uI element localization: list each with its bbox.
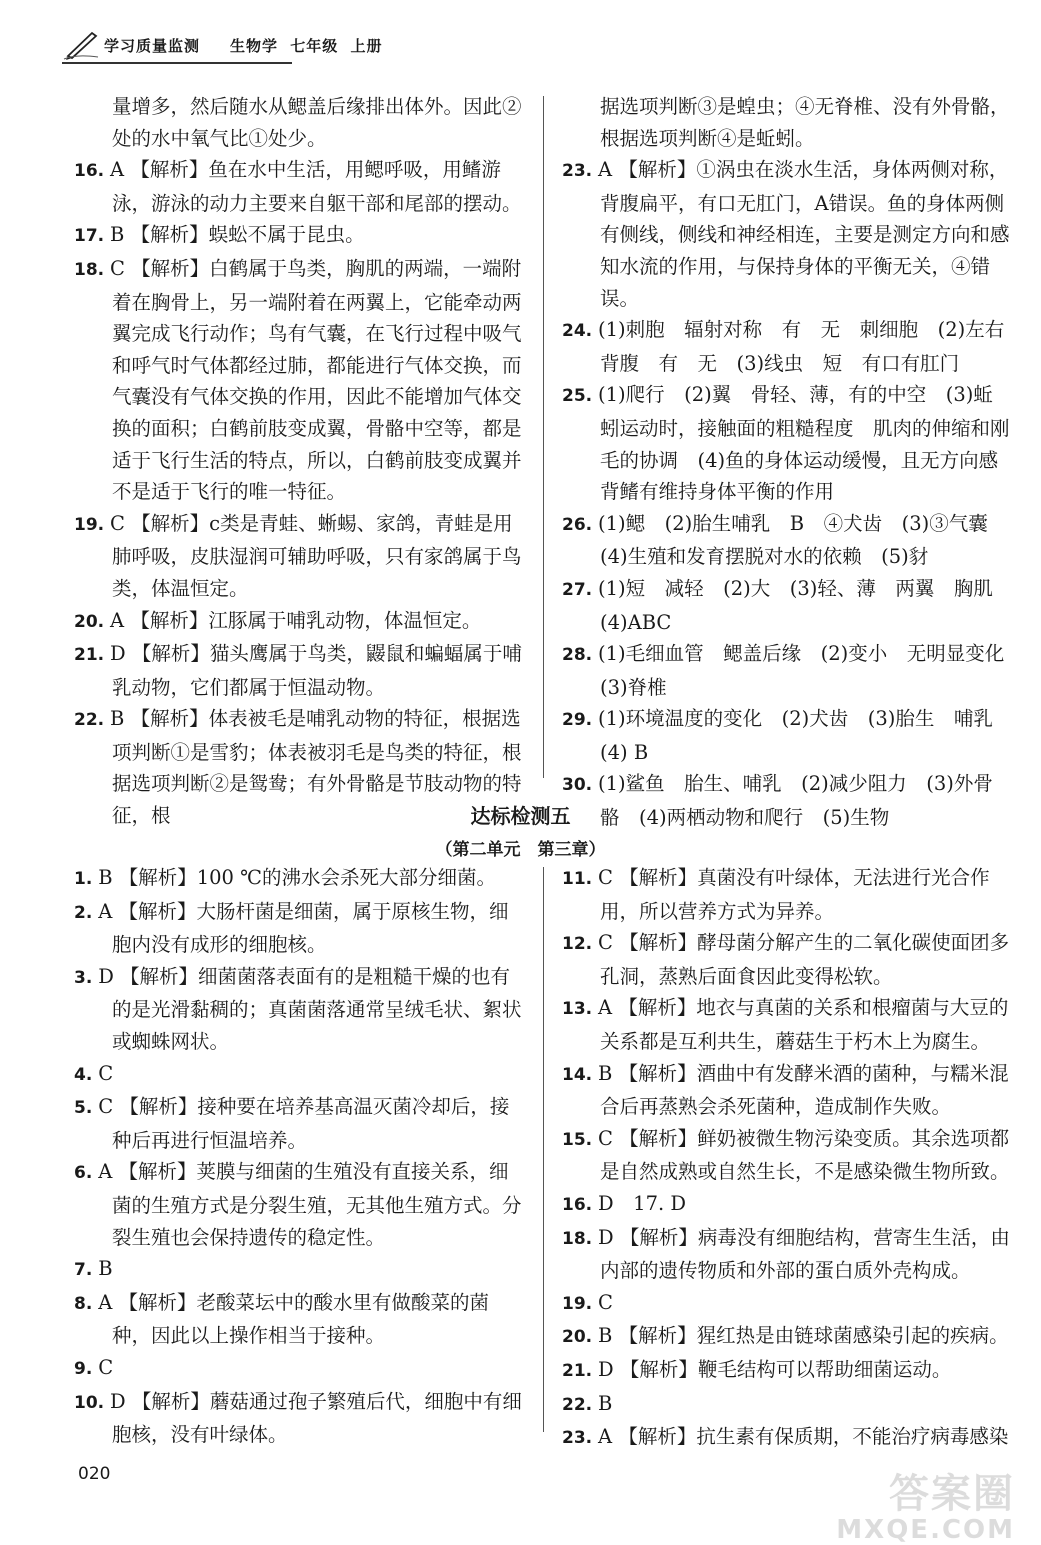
- column-divider-bottom: [543, 867, 544, 1432]
- watermark: [836, 1462, 1015, 1545]
- answer-number: 16.: [562, 1194, 599, 1215]
- answer-text: A 【解析】大肠杆菌是细菌，属于原核生物，细胞内没有成形的细胞核。: [98, 899, 509, 957]
- answers-bottom-left-column: [74, 862, 524, 1451]
- answer-text: A 【解析】荚膜与细菌的生殖没有直接关系，细菌的生殖方式是分裂生殖，无其他生殖方式。分裂生殖也会保持遗传的稳定性。: [98, 1160, 522, 1249]
- answer-text: C 【解析】c类是青蛙、蜥蜴、家鸽，青蛙是用肺呼吸，皮肤湿润可辅助呼吸，只有家鸽属于鸟类，体温恒定。: [110, 511, 522, 600]
- answer-number: 25.: [562, 386, 599, 407]
- answer-text: C 【解析】真菌没有叶绿体，无法进行光合作用，所以营养方式为异养。: [598, 866, 990, 923]
- answer-item: [74, 154, 524, 219]
- answer-number: 20.: [74, 611, 111, 632]
- answer-item: [562, 379, 1018, 507]
- answers-top-right-column: [562, 91, 1024, 834]
- answer-item: [74, 1253, 524, 1287]
- page-header: [62, 30, 382, 60]
- answer-item: [74, 219, 524, 253]
- answer-number: 23.: [562, 161, 599, 182]
- answer-text: C: [98, 1355, 114, 1379]
- answers-bottom-right-column: [562, 862, 1010, 1455]
- answer-text: A 【解析】抗生素有保质期，不能治疗病毒感染: [598, 1425, 1009, 1449]
- answer-text: C 【解析】鲜奶被微生物污染变质。其余选项都是自然成熟或自然生长，不是感染微生物所致。: [598, 1126, 1010, 1184]
- answer-number: 18.: [562, 1228, 599, 1249]
- header-subject: 生物学 七年级 上册: [230, 36, 383, 55]
- answer-item: [562, 927, 1010, 992]
- answer-text: D 【解析】猫头鹰属于鸟类，鼹鼠和蝙蝠属于哺乳动物，它们都属于恒温动物。: [110, 642, 522, 699]
- watermark-logo-text: 答案圈: [889, 1471, 1015, 1517]
- answer-item: [562, 1421, 1010, 1455]
- answers-top-left-column: [74, 91, 524, 832]
- answer-number: 27.: [562, 579, 599, 600]
- answer-text: D 17. D: [598, 1191, 687, 1215]
- answer-number: 3.: [74, 967, 99, 988]
- answer-text: C: [98, 1061, 114, 1085]
- answer-text: A 【解析】江豚属于哺乳动物，体温恒定。: [110, 608, 482, 632]
- answer-item: [74, 508, 524, 605]
- answer-number: 12.: [562, 934, 599, 955]
- answer-item: [562, 1058, 1010, 1123]
- answer-item: [74, 1352, 524, 1386]
- answer-item: [562, 992, 1010, 1057]
- answer-number: 1.: [74, 869, 99, 889]
- answer-text: (1)毛细血管 鳃盖后缘 (2)变小 无明显变化 (3)脊椎: [598, 642, 1024, 699]
- answer-item: [74, 1386, 524, 1451]
- answer-text: B 【解析】蜈蚣不属于昆虫。: [110, 223, 365, 247]
- answer-number: 24.: [562, 321, 599, 342]
- answer-number: 6.: [74, 1163, 99, 1184]
- answer-item: [74, 1287, 524, 1352]
- answer-text: A 【解析】地衣与真菌的关系和根瘤菌与大豆的关系都是互利共生，蘑菇生于朽木上为腐生。: [598, 996, 1009, 1053]
- answer-number: 21.: [562, 1360, 599, 1381]
- answer-text: A 【解析】①涡虫在淡水生活，身体两侧对称，背腹扁平，有口无肛门，A错误。鱼的身体两侧有侧线，侧线和神经相连，主要是测定方向和感知水流的作用，与保持身体的平衡无关，④错误。: [598, 158, 1010, 310]
- answer-text: (1)爬行 (2)翼 骨轻、薄，有的中空 (3)蚯蚓运动时，接触面的粗糙程度 肌肉的伸缩和刚毛的协调 (4)鱼的身体运动缓慢，且无方向感 背鳍有维持身体平衡的作用: [598, 383, 1018, 504]
- answer-number: 30.: [562, 775, 599, 796]
- header-series-title: 学习质量监测: [104, 36, 201, 55]
- answer-item: [562, 1320, 1010, 1354]
- answer-text: 据选项判断③是蝗虫；④无脊椎、没有外骨骼，根据选项判断④是蚯蚓。: [600, 95, 1010, 150]
- answer-number: 13.: [562, 999, 599, 1020]
- answer-item: [562, 1123, 1010, 1188]
- answer-number: 29.: [562, 710, 599, 731]
- answer-item: [74, 253, 524, 508]
- answer-number: 9.: [74, 1358, 99, 1379]
- answer-item: [74, 605, 524, 639]
- answer-item: [74, 1058, 524, 1092]
- answer-item: [562, 573, 1013, 638]
- answer-text: A 【解析】鱼在水中生活，用鳃呼吸，用鳍游泳，游泳的动力主要来自躯干部和尾部的摆动。: [110, 158, 522, 215]
- answer-item: [562, 1354, 1010, 1388]
- answer-number: 10.: [74, 1392, 111, 1413]
- answer-item: [562, 314, 1024, 379]
- answer-item: [74, 638, 524, 703]
- answer-number: 22.: [74, 710, 111, 731]
- answer-item: [562, 1388, 1010, 1422]
- answer-text: B: [98, 1257, 113, 1281]
- answer-number: 23.: [562, 1428, 599, 1449]
- section-subtitle: （第二单元 第三章）: [435, 840, 606, 860]
- answer-text: D 【解析】蘑菇通过孢子繁殖后代，细胞中有细胞核，没有叶绿体。: [110, 1389, 522, 1447]
- answer-item: [562, 91, 1010, 154]
- answer-item: [74, 1091, 524, 1156]
- watermark-url: MXQE.COM: [836, 1515, 1015, 1545]
- answer-number: 11.: [562, 869, 599, 889]
- answer-number: 8.: [74, 1293, 99, 1314]
- answer-item: [562, 154, 1010, 314]
- answer-text: B 【解析】酒曲中有发酵米酒的菌种，与糯米混合后再蒸熟会杀死菌种，造成制作失败。: [598, 1061, 1009, 1119]
- answer-text: (1)鳃 (2)胎生哺乳 B ④犬齿 (3)③气囊 (4)生殖和发育摆脱对水的依赖 (5)豺: [598, 511, 1008, 569]
- answer-text: D 【解析】细菌菌落表面有的是粗糙干燥的也有的是光滑黏稠的；真菌菌落通常呈绒毛状、絮状或蜘蛛网状。: [98, 964, 522, 1053]
- answer-number: 4.: [74, 1064, 99, 1085]
- answer-item: [562, 1287, 1010, 1321]
- answer-text: (1)鲨鱼 胎生、哺乳 (2)减少阻力 (3)外骨骼 (4)两栖动物和爬行 (5)生物: [598, 772, 993, 830]
- answer-text: A 【解析】老酸菜坛中的酸水里有做酸菜的菌种，因此以上操作相当于接种。: [98, 1290, 489, 1348]
- answer-number: 7.: [74, 1260, 99, 1281]
- answer-item: [562, 1222, 1010, 1287]
- answer-item: [562, 862, 1010, 927]
- section-title: 达标检测五: [470, 804, 571, 828]
- pen-icon: [62, 30, 100, 60]
- answer-number: 18.: [74, 259, 111, 280]
- answer-number: 2.: [74, 902, 99, 923]
- header-rule: [62, 62, 292, 64]
- answer-item: [74, 961, 524, 1058]
- answer-item: [74, 91, 524, 154]
- answer-text: B 【解析】100 ℃的沸水会杀死大部分细菌。: [98, 866, 496, 889]
- answer-item: [562, 638, 1024, 703]
- answer-item: [562, 508, 1010, 573]
- answer-number: 20.: [562, 1327, 599, 1348]
- answer-item: [562, 703, 1013, 768]
- answer-number: 19.: [562, 1293, 599, 1314]
- page-number: 020: [78, 1464, 111, 1484]
- answer-number: 19.: [74, 514, 111, 535]
- answer-text: (1)环境温度的变化 (2)犬齿 (3)胎生 哺乳 (4) B: [598, 707, 1013, 764]
- answer-number: 22.: [562, 1394, 599, 1415]
- answer-text: C 【解析】白鹤属于鸟类，胸肌的两端，一端附着在胸骨上，另一端附着在两翼上，它能牵动两翼完成飞行动作；鸟有气囊，在飞行过程中吸气和呼气时气体都经过肺，都能进行气体交换，而气囊没有气体交换的作用，因此不能增加气体交换的面积；白鹤前肢变成翼，骨骼中空等，都是适于飞行生活的特点，所以，白鹤前肢变成翼并不是适于飞行的唯一特征。: [110, 256, 522, 504]
- answer-item: [74, 862, 524, 896]
- answer-text: C 【解析】接种要在培养基高温灭菌冷却后，接种后再进行恒温培养。: [98, 1095, 510, 1152]
- answer-text: C 【解析】酵母菌分解产生的二氧化碳使面团多孔洞，蒸熟后面食因此变得松软。: [598, 931, 1010, 988]
- answer-text: (1)短 减轻 (2)大 (3)轻、薄 两翼 胸肌 (4)ABC: [598, 576, 1013, 634]
- answer-number: 15.: [562, 1129, 599, 1150]
- answer-item: [74, 1156, 524, 1253]
- answer-number: 28.: [562, 645, 599, 666]
- answer-number: 26.: [562, 514, 599, 535]
- answer-number: 21.: [74, 645, 111, 666]
- column-divider-top: [543, 96, 544, 778]
- answer-text: B: [598, 1391, 613, 1415]
- answer-text: (1)刺胞 辐射对称 有 无 刺细胞 (2)左右 背腹 有 无 (3)线虫 短 有口有肛门: [598, 318, 1024, 375]
- answer-text: 量增多，然后随水从鳃盖后缘排出体外。因此②处的水中氧气比①处少。: [112, 95, 522, 150]
- answer-number: 16.: [74, 161, 111, 182]
- answer-text: B 【解析】猩红热是由链球菌感染引起的疾病。: [598, 1324, 1009, 1348]
- answer-text: D 【解析】病毒没有细胞结构，营寄生生活，由内部的遗传物质和外部的蛋白质外壳构成。: [598, 1225, 1010, 1283]
- answer-text: B 【解析】体表被毛是哺乳动物的特征，根据选项判断①是雪豹；体表被羽毛是鸟类的特征，根据选项判断②是鸳鸯；有外骨骼是节肢动物的特征，根: [110, 707, 522, 828]
- answer-number: 17.: [74, 226, 111, 247]
- answer-item: [562, 1188, 1010, 1222]
- answer-text: D 【解析】鞭毛结构可以帮助细菌运动。: [598, 1357, 952, 1381]
- answer-number: 5.: [74, 1098, 99, 1119]
- answer-number: 14.: [562, 1064, 599, 1085]
- answer-text: C: [598, 1290, 613, 1314]
- answer-item: [74, 896, 524, 961]
